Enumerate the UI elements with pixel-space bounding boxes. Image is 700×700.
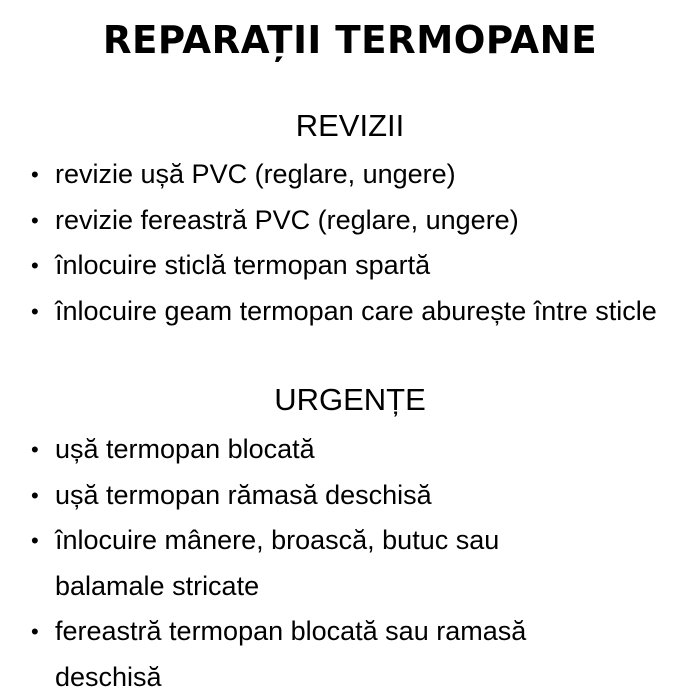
bullet-icon: • [31,619,39,644]
list-item: • ușă termopan blocată [0,427,700,473]
list-item: • înlocuire geam termopan care aburește între sticle [0,289,700,335]
list-item: • revizie fereastră PVC (reglare, ungere) [0,198,700,244]
section-heading-urgente: URGENȚE [274,382,426,417]
section-heading-revizii: REVIZII [295,108,405,143]
page-title: REPARAȚII TERMOPANE [102,18,598,62]
list-item: • ușă termopan rămasă deschisă [0,473,700,519]
revizii-list [0,152,700,334]
bullet-icon: • [31,482,39,508]
list-item: • fereastră termopan blocată sau ramasă deschisă [0,609,700,700]
list-item: • revizie ușă PVC (reglare, ungere) [0,152,700,198]
bullet-icon: • [31,298,39,324]
bullet-icon: • [31,528,39,553]
bullet-icon: • [31,437,39,462]
urgente-list [0,427,700,700]
bullet-icon: • [31,207,39,233]
bullet-icon: • [31,162,39,187]
list-item: • înlocuire mânere, broască, butuc sau balamale stricate [0,518,700,609]
bullet-icon: • [31,253,39,278]
list-item: • înlocuire sticlă termopan spartă [0,243,700,289]
